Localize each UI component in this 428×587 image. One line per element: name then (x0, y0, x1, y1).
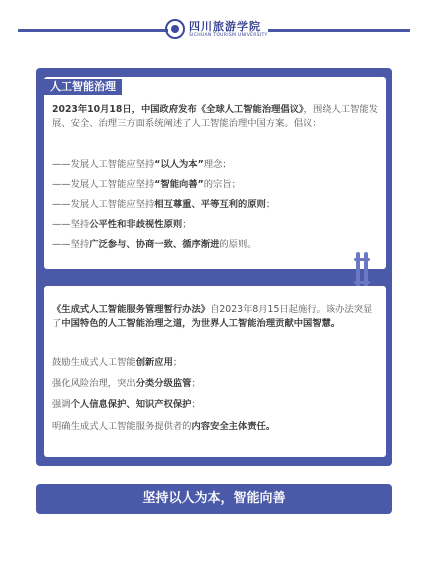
governance-item-1: ——发展人工智能应坚持“以人为本”理念； (52, 159, 232, 170)
header-rule-left (18, 29, 168, 32)
regulation-intro (52, 303, 379, 331)
university-logo-icon (165, 19, 185, 39)
regulation-item-2: 强化风险治理，突出分类分级监管； (52, 378, 201, 389)
university-name-en: SICHUAN TOURISM UNIVERSITY (189, 33, 268, 38)
regulation-item-1: 鼓励生成式人工智能创新应用； (52, 357, 183, 368)
page-header (0, 0, 428, 60)
regulation-item-4: 明确生成式人工智能服务提供者的内容安全主体责任。 (52, 421, 276, 432)
section-badge: 人工智能治理 (44, 79, 122, 95)
header-rule-right (268, 29, 410, 32)
governance-intro (52, 103, 379, 131)
governance-item-4: ——坚持公平性和非歧视性原则； (52, 219, 192, 230)
regulation-highlight: 中国特色的人工智能治理之道，为世界人工智能治理贡献中国智慧。 (61, 318, 341, 329)
governance-item-5: ——坚持广泛参与、协商一致、循序渐进的原则。 (52, 239, 257, 250)
university-name: 四川旅游学院 (189, 20, 261, 33)
card-connector-icon (351, 252, 373, 290)
intro-initiative: 中国政府发布《全球人工智能治理倡议》 (140, 104, 304, 115)
governance-item-3: ——发展人工智能应坚持相互尊重、平等互利的原则； (52, 199, 276, 210)
intro-body: ，围绕人工智能发展、安全、治理三方面系统阐述了人工智能治理中国方案。倡议： (52, 104, 379, 129)
governance-item-2: ——发展人工智能应坚持“智能向善”的宗旨； (52, 179, 241, 190)
regulation-item-3: 强调个人信息保护、知识产权保护； (52, 399, 201, 410)
intro-date: 2023年10月18日， (52, 104, 141, 115)
regulation-body: 自2023年8月15日起施行。该办法突显了 (52, 304, 373, 329)
regulation-title: 《生成式人工智能服务管理暂行办法》 (52, 304, 211, 315)
footer-slogan: 坚持以人为本，智能向善 (36, 484, 392, 514)
